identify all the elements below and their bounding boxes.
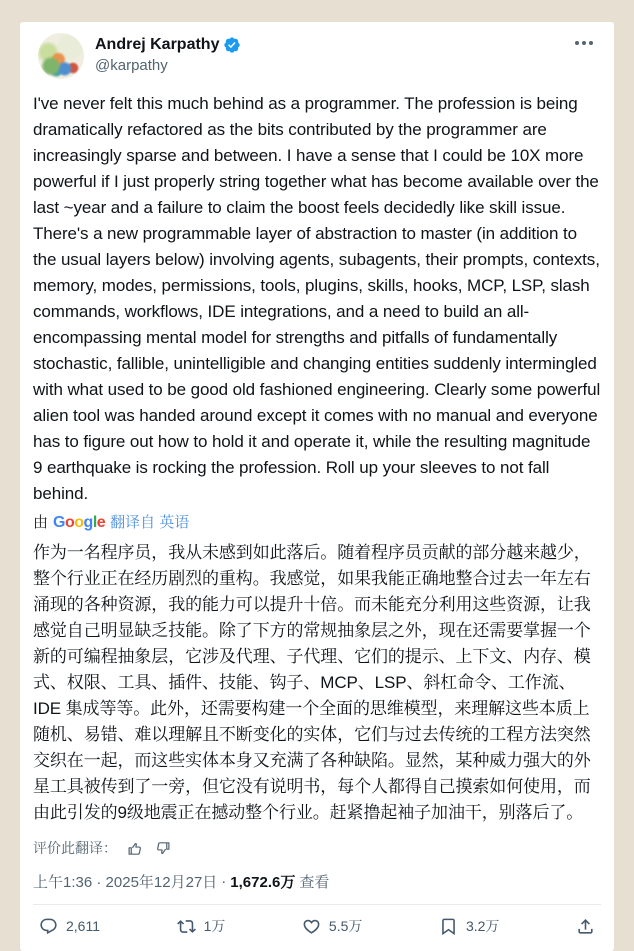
engagement-bar	[33, 905, 601, 945]
handle[interactable]: @karpathy	[95, 57, 168, 74]
reply-icon	[39, 917, 58, 936]
thumbs-up-button[interactable]	[127, 840, 144, 857]
bookmark-icon	[439, 917, 458, 936]
more-icon	[575, 41, 593, 45]
display-name[interactable]: Andrej Karpathy	[95, 36, 220, 53]
tweet-header	[33, 33, 601, 79]
thumbs-up-icon	[127, 840, 144, 857]
thumbs-down-button[interactable]	[154, 840, 171, 857]
verified-badge-icon	[223, 36, 241, 54]
author-block	[95, 33, 241, 76]
timestamp-row: 上午1:36 · 2025年12月27日 · 1,672.6万 查看	[33, 873, 330, 891]
rate-translation-row	[33, 838, 601, 858]
tweet-text-chinese: 作为一名程序员，我从未感到如此落后。随着程序员贡献的部分越来越少，整个行业正在经历剧烈的重构。我感觉，如果我能正确地整合过去一年左右涌现的各种资源，我的能力可以提升十倍。而未能充分利用这些资源，让我感觉自己明显缺乏技能。除了下方的常规抽象层之外，现在还需要掌握一个新的可编程抽象层，它涉及代理、子代理、它们的提示、上下文、内存、模式、权限、工具、插件、技能、钩子、MCP、LSP、斜杠命令、工作流、IDE 集成等等。此外，还需要构建一个全面的思维模型，来理解这些本质上随机、易错、难以理解且不断变化的实体，它们与过去传统的工程方法突然交织在一起，而这些实体本身又充满了各种缺陷。显然，某种威力强大的外星工具被传到了一旁，但它没有说明书，每个人都得自己摸索如何使用，而由此引发的9级地震正在撼动整个行业。赶紧撸起袖子加油干，别落后了。	[33, 543, 591, 822]
avatar[interactable]	[38, 33, 84, 79]
repost-button[interactable]	[177, 916, 226, 936]
bookmark-count: 3.2万	[465, 918, 500, 934]
like-count: 5.5万	[328, 918, 363, 934]
rate-translation-label: 评价此翻译：	[33, 840, 117, 856]
translation-attribution	[33, 513, 601, 533]
more-button[interactable]	[571, 37, 597, 49]
google-logo: Google	[53, 514, 106, 531]
views-label: 查看	[299, 874, 330, 891]
reply-button[interactable]	[39, 917, 100, 936]
translation-prefix: 由	[33, 514, 49, 531]
like-icon	[302, 917, 321, 936]
tweet-card	[20, 22, 614, 951]
bookmark-button[interactable]	[439, 916, 499, 936]
thumbs-down-icon	[154, 840, 171, 857]
views-count: 1,672.6万	[230, 874, 296, 891]
repost-icon	[177, 917, 196, 936]
repost-count: 1万	[203, 918, 226, 934]
reply-count: 2,611	[66, 918, 100, 934]
like-button[interactable]	[302, 916, 362, 936]
tweet-text-english: I've never felt this much behind as a programmer. The profession is being dramatically refactored as the bits contributed by the programmer are increasingly sparse and between. I have a sense that I could be 10X more powerful if I just properly string together what has become available over the last ~year and a failure to claim the boost feels decidedly like skill issue. There's a new programmable layer of abstraction to master (in addition to the usual layers below) involving agents, subagents, their prompts, contexts, memory, modes, permissions, tools, plugins, skills, hooks, MCP, LSP, slash commands, workflows, IDE integrations, and a need to build an all-encompassing mental model for strengths and pitfalls of fundamentally stochastic, fallible, unintelligible and changing entities suddenly intermingled with what used to be good old fashioned engineering. Clearly some powerful alien tool was handed around except it comes with no manual and everyone has to figure out how to hold it and operate it, while the resulting magnitude 9 earthquake is rocking the profession. Roll up your sleeves to not fall behind.	[33, 94, 601, 503]
share-icon	[576, 917, 595, 936]
timestamp-link[interactable]: 上午1:36 · 2025年12月27日	[33, 874, 218, 891]
translated-from-link[interactable]: 翻译自 英语	[110, 514, 190, 531]
share-button[interactable]	[576, 917, 595, 936]
